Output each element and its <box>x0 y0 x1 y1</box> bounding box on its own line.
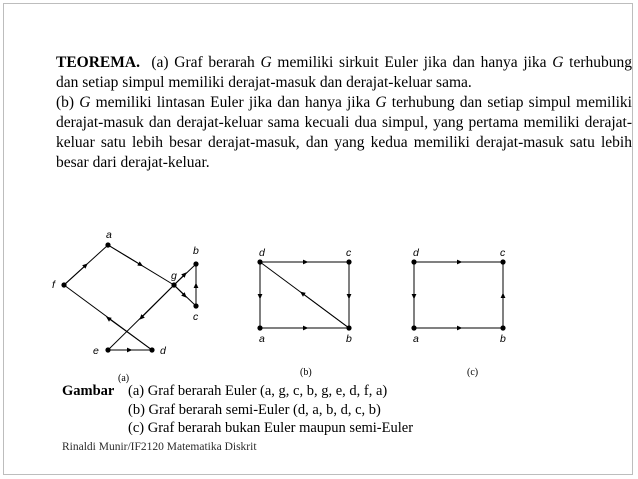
symbol-g: G <box>375 94 387 111</box>
caption-a: (a) <box>118 373 130 384</box>
caption-b: (b) <box>300 367 312 378</box>
caption-label: Gambar <box>62 383 115 399</box>
edge-g-e-arrow <box>141 285 174 318</box>
edge-b-d-arrow <box>302 293 349 328</box>
caption-line-a: (a) Graf berarah Euler (a, g, c, b, g, e, d, f, a) <box>128 383 388 399</box>
graph-c-nodes <box>411 259 505 330</box>
node-b <box>346 325 351 330</box>
node-c <box>193 303 198 308</box>
label-b: b <box>346 333 352 345</box>
part-b-middle: memiliki lintasan Euler jika dan hanya jika <box>90 94 376 111</box>
node-e <box>105 347 110 352</box>
part-b-end: terhubung dan setiap simpul memiliki derajat-masuk dan derajat-keluar sama kecuali dua simpul, yang pertama memiliki derajat-keluar satu lebih besar derajat-masuk, dan yang kedua memiliki derajat-masuk satu lebih besar dari derajat-keluar. <box>56 94 632 171</box>
symbol-g: G <box>260 54 272 71</box>
part-a-intro: (a) Graf berarah <box>151 54 261 71</box>
graph-c <box>414 262 503 328</box>
label-e: e <box>93 345 99 357</box>
symbol-g: G <box>79 94 91 111</box>
label-a: a <box>259 333 265 345</box>
caption-line-b: (b) Graf berarah semi-Euler (d, a, b, d, c, b) <box>128 401 381 418</box>
label-b: b <box>500 333 506 345</box>
label-f: f <box>52 279 55 291</box>
node-f <box>61 282 66 287</box>
label-a: a <box>106 229 112 241</box>
node-c <box>500 259 505 264</box>
label-b: b <box>193 245 199 257</box>
node-b <box>500 325 505 330</box>
label-d: d <box>259 247 265 259</box>
caption-row-a <box>62 382 413 401</box>
part-a-end: terhubung dan setiap simpul memiliki derajat-masuk dan derajat-keluar sama. <box>56 54 633 91</box>
part-a-middle: memiliki sirkuit Euler jika dan hanya jika <box>271 54 553 71</box>
symbol-g: G <box>552 54 564 71</box>
label-c: c <box>500 247 506 259</box>
node-b <box>193 261 198 266</box>
node-d <box>257 259 262 264</box>
edge-a-g-arrow <box>108 245 141 265</box>
caption-c: (c) <box>467 367 479 378</box>
node-a <box>411 325 416 330</box>
edge-d-f-arrow <box>108 318 152 350</box>
footer-credit: Rinaldi Munir/IF2120 Matematika Diskrit <box>62 441 257 453</box>
caption-line-c: (c) Graf berarah bukan Euler maupun semi-Euler <box>128 420 414 436</box>
node-a <box>105 242 110 247</box>
theorem-heading: TEOREMA. <box>56 54 140 71</box>
label-g: g <box>171 270 177 282</box>
graph-a <box>64 245 196 350</box>
node-c <box>346 259 351 264</box>
label-d: d <box>160 345 166 357</box>
graph-b <box>260 262 349 328</box>
edge-f-a-arrow <box>64 265 86 285</box>
part-b-intro: (b) <box>56 94 80 111</box>
node-a <box>257 325 262 330</box>
label-c: c <box>193 311 199 323</box>
label-c: c <box>346 247 352 259</box>
graph-a-nodes <box>61 242 198 352</box>
figure-caption <box>62 382 413 438</box>
node-d <box>149 347 154 352</box>
label-a: a <box>413 333 419 345</box>
node-d <box>411 259 416 264</box>
label-d: d <box>413 247 419 259</box>
node-g <box>171 282 176 287</box>
